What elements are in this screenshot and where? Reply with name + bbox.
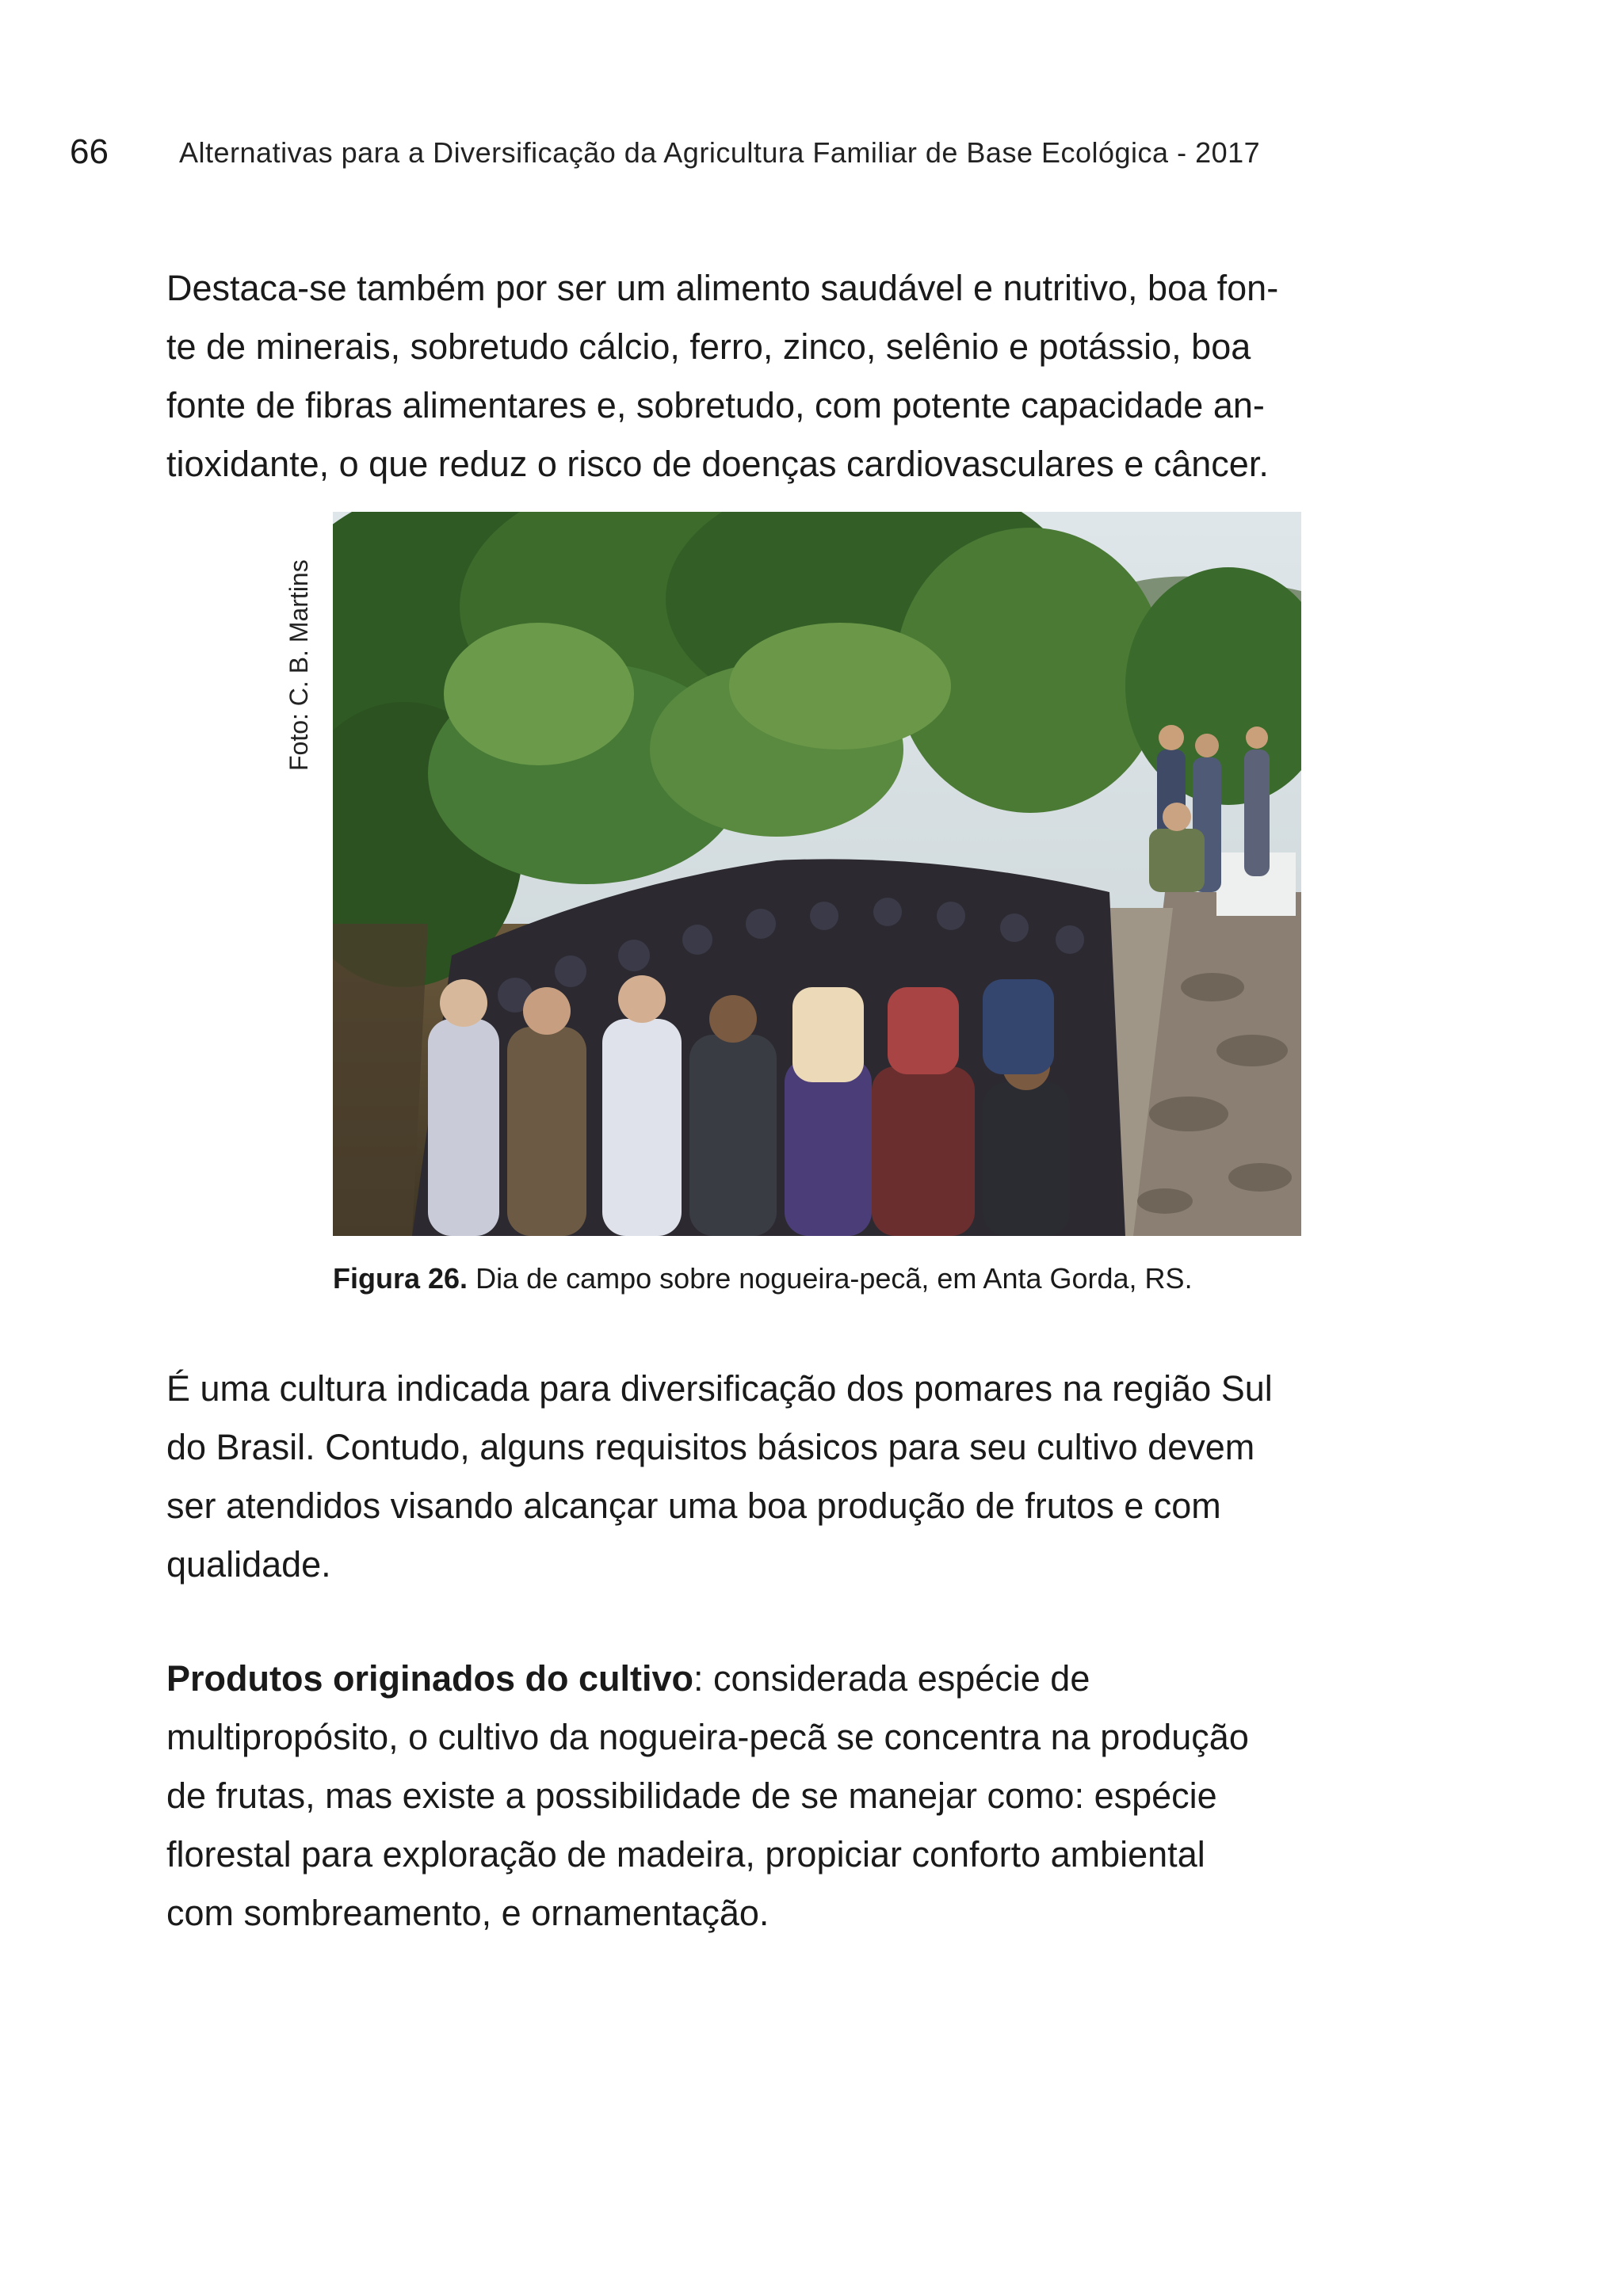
caption-label: Figura 26.: [333, 1262, 468, 1295]
running-header: Alternativas para a Diversificação da Agricultura Familiar de Base Ecológica - 2017: [179, 136, 1261, 169]
text-line: É uma cultura indicada para diversificação dos pomares na região Sul: [166, 1368, 1273, 1409]
text-line: te de minerais, sobretudo cálcio, ferro, zinco, selênio e potássio, boa: [166, 326, 1251, 367]
text-fragment: : considerada espécie de: [693, 1658, 1090, 1699]
text-line: de frutas, mas existe a possibilidade de se manejar como: espécie: [166, 1775, 1217, 1816]
field-day-crowd-photo: [333, 512, 1301, 1236]
text-line: tioxidante, o que reduz o risco de doenças cardiovasculares e câncer.: [166, 444, 1269, 484]
text-line: fonte de fibras alimentares e, sobretudo, com potente capacidade an-: [166, 385, 1265, 425]
text-line: multipropósito, o cultivo da nogueira-pecã se concentra na produção: [166, 1717, 1249, 1757]
text-line: florestal para exploração de madeira, propiciar conforto ambiental: [166, 1834, 1205, 1875]
photo-credit: Foto: C. B. Martins: [285, 559, 313, 771]
text-line: [166, 1650, 1466, 1708]
paragraph-nutrition: [166, 259, 1466, 494]
section-lead: Produtos originados do cultivo: [166, 1658, 694, 1699]
caption-text: Dia de campo sobre nogueira-pecã, em Anta Gorda, RS.: [468, 1262, 1193, 1295]
text-line: qualidade.: [166, 1544, 331, 1585]
paragraph-cultivation: [166, 1360, 1466, 1594]
page-number: 66: [70, 132, 109, 171]
paragraph-products: [166, 1650, 1466, 1943]
text-line: com sombreamento, e ornamentação.: [166, 1893, 769, 1933]
figure-caption: [333, 1261, 1193, 1296]
text-line: ser atendidos visando alcançar uma boa produção de frutos e com: [166, 1486, 1221, 1526]
text-line: Destaca-se também por ser um alimento saudável e nutritivo, boa fon-: [166, 268, 1279, 308]
text-line: do Brasil. Contudo, alguns requisitos básicos para seu cultivo devem: [166, 1427, 1255, 1467]
figure-photo: [333, 512, 1301, 1236]
